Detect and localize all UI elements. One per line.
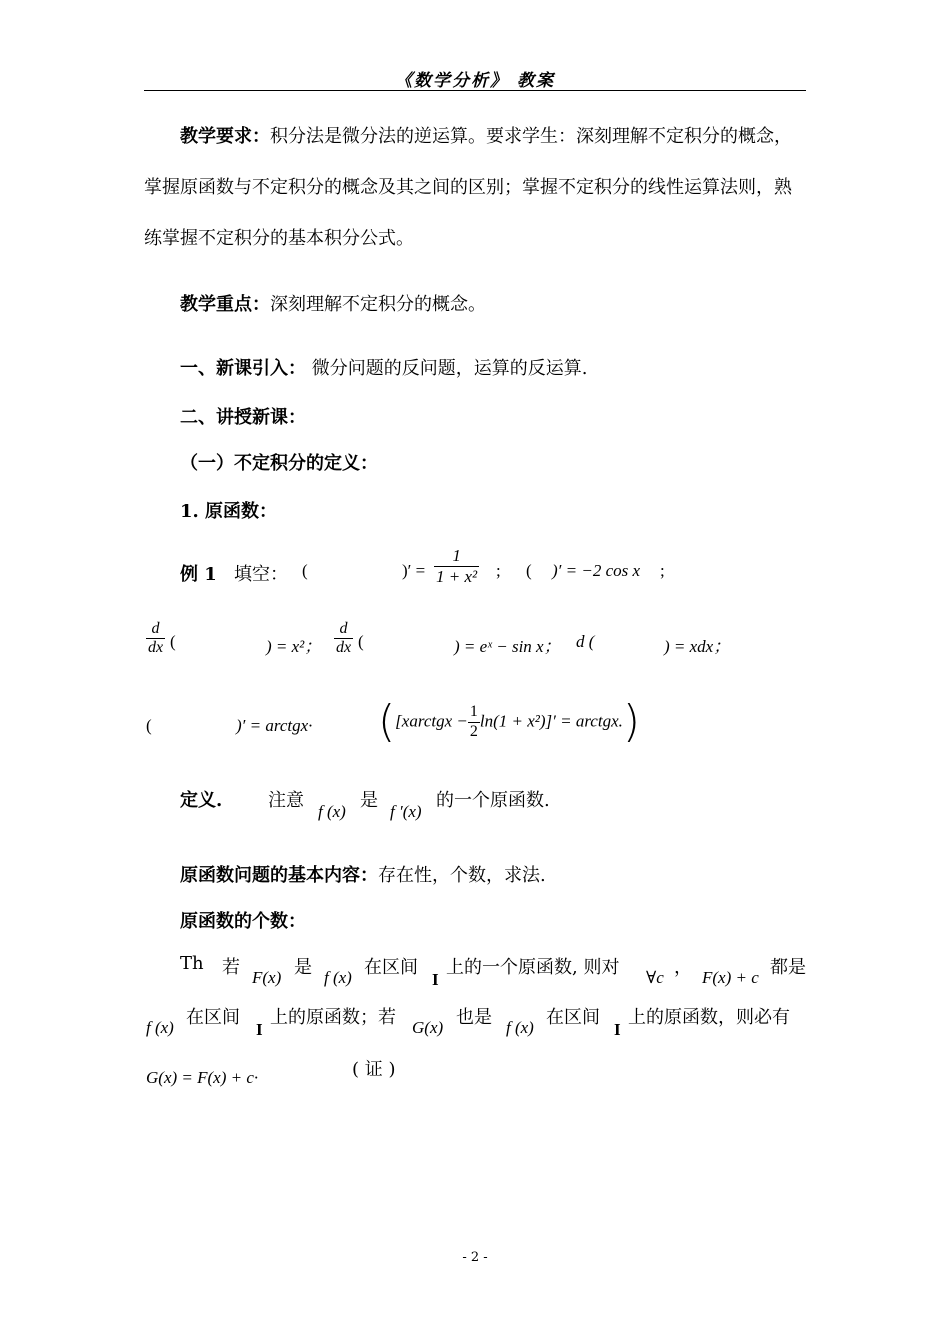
- teaching-focus: [144, 279, 806, 330]
- count-label: 原函数的个数：: [180, 911, 306, 932]
- example1-lparen2: (: [526, 561, 532, 580]
- definition-fpx: f ′(x): [390, 802, 422, 821]
- definition-is: 是: [360, 790, 378, 811]
- example1-fill: 填空：: [234, 564, 288, 585]
- page-header-title: 《数学分析》 教案: [395, 71, 555, 91]
- theorem-zaiqujian3: 在区间: [546, 1007, 600, 1028]
- example1-label: 例 1: [180, 564, 217, 585]
- basic-content: [180, 861, 546, 887]
- line2-paren1-close: ) = x²；: [266, 637, 322, 656]
- theorem-shang3: 上的原函数，则必有: [628, 1007, 790, 1028]
- theorem-th: Th: [180, 953, 204, 974]
- focus-text: 深刻理解不定积分的概念。: [270, 294, 486, 315]
- half-denominator: 2: [469, 722, 478, 740]
- theorem-ruo: 若: [222, 957, 240, 978]
- item-antiderivative: [144, 486, 806, 537]
- section2-label: 二、讲授新课：: [180, 407, 306, 428]
- line2-differential: d (: [576, 632, 595, 651]
- theorem-Fx: F(x): [252, 968, 282, 987]
- theorem-shang2: 上的原函数；若: [270, 1007, 396, 1028]
- item1-label: 1. 原函数：: [180, 501, 278, 522]
- example1-semicolon: ;: [496, 561, 501, 580]
- subsection1-label: （一）不定积分的定义：: [180, 453, 378, 474]
- basic-content-text: 存在性，个数，求法.: [378, 865, 546, 886]
- line3-answer-right: ln(1 + x²)]′ = arctgx.: [479, 711, 623, 731]
- focus-label: 教学重点：: [180, 294, 270, 315]
- example1-semicolon2: ;: [660, 561, 665, 580]
- page-number: - 2 -: [462, 1250, 488, 1265]
- theorem-I: I: [432, 970, 439, 989]
- requirements-label: 教学要求：: [180, 126, 270, 147]
- line2-paren3-close: ) = xdx；: [664, 637, 731, 656]
- theorem-fx: f (x): [324, 968, 352, 987]
- theorem-I3: I: [614, 1020, 621, 1039]
- line3-paren-close: )′ = arctgx·: [236, 716, 313, 735]
- theorem-Gx: G(x): [412, 1018, 444, 1037]
- theorem-yeshi: 也是: [456, 1007, 492, 1028]
- theorem-shi: 是: [294, 957, 312, 978]
- line2-paren2-close: ) = eˣ − sin x；: [454, 637, 561, 656]
- frac1-numerator: 1: [452, 546, 461, 565]
- definition-tail: 的一个原函数.: [436, 790, 550, 811]
- half-numerator: 1: [469, 703, 478, 721]
- teaching-requirements: [144, 111, 806, 264]
- section1-text: 微分问题的反问题，运算的反运算.: [306, 358, 588, 379]
- theorem-zaiqujian2: 在区间: [186, 1007, 240, 1028]
- derivative-operator-2: $\frac{d}{dx}$: [336, 620, 352, 657]
- theorem-proof: ( 证 ): [352, 1059, 396, 1080]
- line3-paren-open: (: [146, 716, 152, 735]
- theorem-conclusion: G(x) = F(x) + c·: [146, 1068, 259, 1087]
- definition-fx: f (x): [318, 802, 346, 821]
- frac1-denominator: 1 + x²: [436, 566, 478, 586]
- theorem-zaiqujian: 在区间: [364, 957, 418, 978]
- theorem-forall: ∀c: [646, 968, 664, 987]
- theorem-doushi: 都是: [770, 957, 806, 978]
- theorem-fx3: f (x): [506, 1018, 534, 1037]
- definition-label: 定义.: [180, 790, 223, 811]
- theorem-I2: I: [256, 1020, 263, 1039]
- subsection-definition: [144, 438, 806, 489]
- theorem-Fxc: F(x) + c: [702, 968, 759, 987]
- basic-content-label: 原函数问题的基本内容：: [180, 865, 378, 886]
- line3-answer-left: [xarctgx −: [395, 711, 468, 731]
- theorem-shang-one: 上的一个原函数, 则对: [446, 957, 620, 978]
- definition-note: 注意: [268, 790, 304, 811]
- header-divider: [144, 90, 806, 91]
- requirements-text: 积分法是微分法的逆运算。要求学生：深刻理解不定积分的概念，掌握原函数与不定积分的概念及其之间的区别；掌握不定积分的线性运算法则，熟练掌握不定积分的基本积分公式。: [144, 126, 792, 249]
- line2-paren1-open: (: [170, 632, 176, 651]
- section-intro: [144, 343, 806, 394]
- line3-answer: ([xarctgx − $\frac{1}{2}$ ln(1 + x²)]′ = arctgx.): [378, 696, 641, 747]
- section1-label: 一、新课引入：: [180, 358, 306, 379]
- line2-paren2-open: (: [358, 632, 364, 651]
- theorem-comma: ，: [674, 957, 692, 978]
- example1-lparen: (: [302, 561, 308, 580]
- derivative-operator-1: $\frac{d}{dx}$: [148, 620, 164, 657]
- theorem-fx2: f (x): [146, 1018, 174, 1037]
- example1-expr2: )′ = −2 cos x: [552, 561, 641, 580]
- section-lecture: [144, 392, 806, 443]
- example1-rparen: )′ =: [402, 561, 426, 580]
- example1-fraction: [434, 546, 479, 586]
